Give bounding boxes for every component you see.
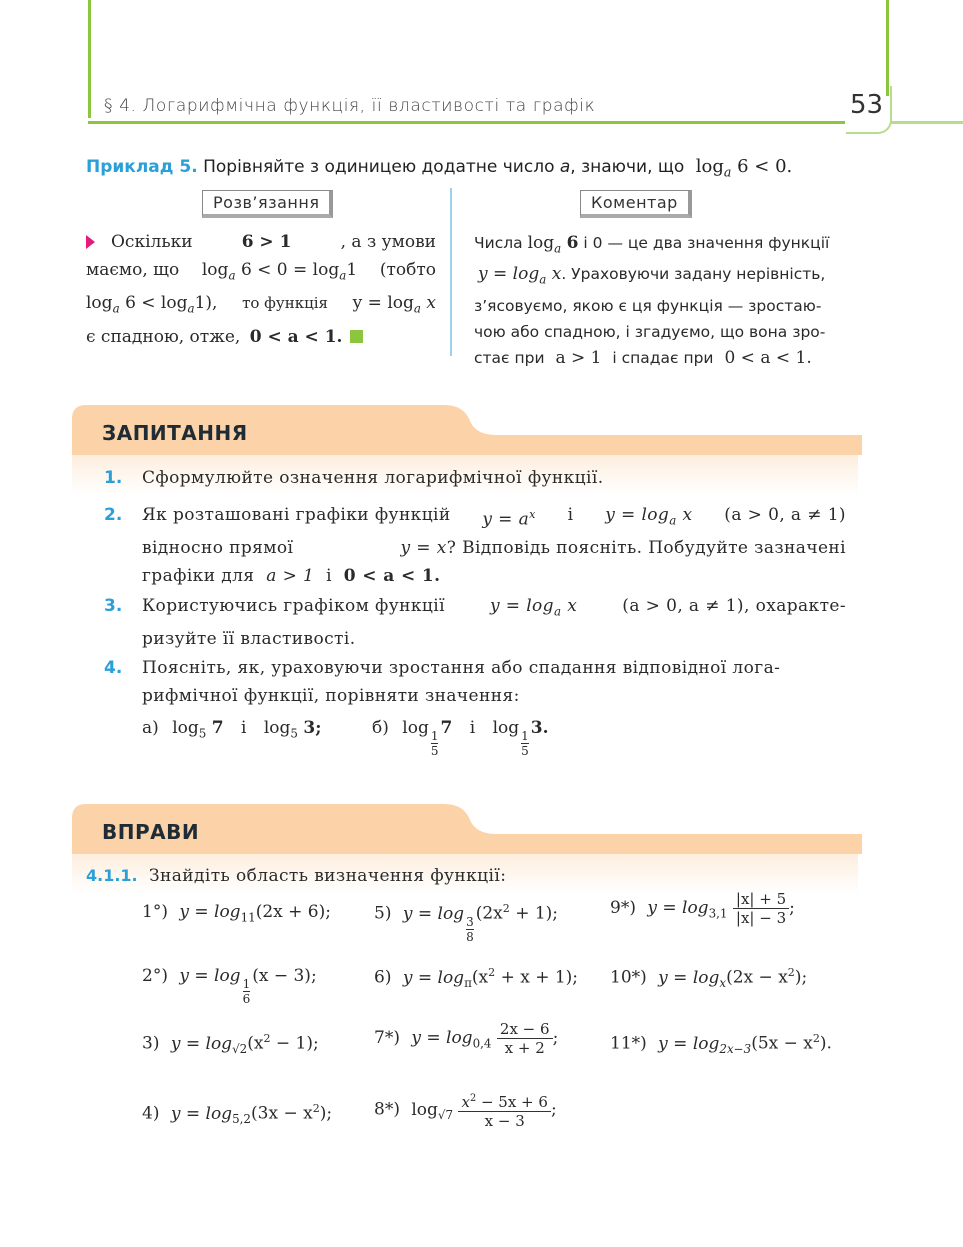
question-2-p: 0 < a < 1. [343,566,441,587]
play-arrow-icon [86,235,95,249]
commentary-l2-base: a [539,272,547,287]
ex2-label: 2°) [142,966,168,986]
ex3-arg2: − 1); [270,1033,319,1054]
question-2-j: y = x [400,538,447,559]
commentary-l5d: 0 < a < 1. [724,347,812,368]
ex8-num1: x [461,1093,470,1111]
ex6-arg2: + x + 1); [495,967,579,988]
exercises-title: ВПРАВИ [102,820,200,844]
ex8-num2: − 5x + 6 [476,1093,548,1111]
header-frame-tail [890,121,963,124]
solution-line1-a: Оскільки [111,232,193,252]
ex11-arg2: ). [819,1033,832,1054]
solution-line2-log: log [201,260,229,280]
sub-a-base1: 5 [198,726,207,741]
question-2-d: і [567,505,574,525]
exercise-4 [142,1102,332,1126]
solution-line3-log: log [86,293,113,314]
ex6-pre: y = log [402,967,465,988]
exercise-1 [142,902,331,924]
ex11-pre: y = log [658,1033,720,1054]
example-label: Приклад 5. [86,157,198,177]
ex6-exp: 2 [488,966,496,979]
question-4-b: рифмічної функції, порівняти значення: [142,686,520,706]
ex7-label: 7*) [374,1028,400,1048]
ex4-label: 4) [142,1103,160,1124]
ex4-arg2: ); [319,1103,333,1124]
exercise-6 [374,966,578,990]
ex10-base: x [719,976,727,991]
header-frame-left [88,0,91,118]
ex1-base: 11 [240,910,256,925]
solution-heading: Розв’язання [202,190,333,218]
ex8-pre: log [411,1099,438,1120]
question-2-a: Як розташовані графіки функцій [142,505,451,525]
commentary-l2d: . Ураховуючи задану нерівність, [561,265,826,284]
solution-line3-c: 6 < log [125,293,188,314]
ex9-base: 3,1 [708,906,728,921]
ex11-exp: 2 [812,1032,820,1045]
ex7-num: 2x − 6 [497,1020,553,1039]
question-2-l: графіки для [142,566,255,587]
commentary-l5c: і спадає при [612,348,714,367]
question-3-number: 3. [104,596,123,616]
ex9-pre: y = log [647,898,709,918]
header-frame-bottom [88,121,845,124]
question-3-a: Користуючись графіком функції [142,596,445,616]
commentary-heading: Коментар [580,190,692,218]
question-2-base: a [669,513,677,528]
sub-a-log1: log [172,718,199,738]
exercise-9 [610,890,795,927]
solution-line4-a: є спадною, отже, [86,326,241,347]
solution-line2-d: 6 < 0 = log [240,260,340,280]
solution-line3-base3: a [413,301,421,316]
ex5-label: 5) [374,903,392,924]
ex3-exp: 2 [263,1032,271,1045]
exercise-8 [374,1090,557,1130]
ex1-label: 1°) [142,902,168,922]
solution-line2-base: a [228,268,236,283]
question-3-base: a [553,604,562,619]
exercise-number: 4.1.1. [86,866,138,885]
ex4-base: 5,2 [232,1112,251,1127]
example-statement [86,156,792,180]
exercise-intro: Знайдіть область визначення функції: [149,866,507,886]
commentary-l1e: і 0 — це два значення функції [583,234,830,252]
question-2-m: a > 1 [266,566,315,587]
question-2-o: і [326,566,332,587]
exercise-2 [142,966,317,1006]
page-number: 53 [850,90,884,120]
question-3-x: x [567,596,578,616]
commentary-l1-log: log [527,233,555,253]
question-2-b: y = a [482,509,530,530]
sub-a-and: і [240,718,247,738]
ex10-pre: y = log [658,967,720,988]
question-2-h: (a > 0, a ≠ 1) [724,505,846,525]
example-condition: 6 < 0. [737,156,793,177]
ex5-arg2: + 1); [509,903,559,924]
solution-line2-f: 1 [346,260,358,280]
question-4-sub-a [142,718,321,740]
commentary-text [474,230,846,371]
exercise-11 [610,1032,832,1056]
sub-a-v1: 7 [211,718,224,738]
question-2-exp: x [529,508,536,521]
ex4-pre: y = log [170,1103,233,1124]
question-4-a: Поясніть, як, ураховуючи зростання або спадання відповідної лога- [142,658,781,678]
question-3-e: (a > 0, a ≠ 1), охаракте- [622,596,846,616]
question-2-i: відносно прямої [142,538,294,559]
ex9-post: ; [789,898,795,918]
end-of-proof-icon [350,330,363,343]
ex10-label: 10*) [610,967,647,988]
sub-b-num2: 1 [521,729,529,743]
sub-b-log2: log [492,718,520,738]
question-2-x: x [682,505,693,525]
solution-line2-base2: a [339,268,347,283]
solution-text [86,228,436,351]
ex4-exp: 2 [312,1102,320,1115]
commentary-l2-y: y = log [478,264,540,285]
ex5-arg1: (2x [475,903,503,924]
exercise-heading [86,866,506,886]
sub-a-log2: log [263,718,291,738]
sub-a-v2: 3; [303,718,322,738]
solution-line3-g: y = log [352,293,414,314]
ex11-base: 2x−3 [719,1042,752,1057]
solution-line2-a: маємо, що [86,260,180,280]
commentary-l1-base: a [554,241,562,256]
sub-b-den2: 5 [521,744,529,758]
exercise-7 [374,1020,558,1057]
exercise-5 [374,902,558,944]
ex8-den: x − 3 [484,1112,525,1130]
example-log: log [695,156,724,177]
ex2-den: 6 [242,992,251,1006]
solution-line3-base: a [112,301,120,316]
ex7-base: 0,4 [472,1036,492,1051]
solution-line3-e: 1), [194,293,218,314]
ex10-arg1: (2x − x [726,967,788,988]
question-4-number: 4. [104,658,123,678]
question-4-sub-b [372,718,549,758]
ex1-arg: (2x + 6); [255,902,331,922]
example-var: a [559,157,571,177]
ex11-arg1: (5x − x [751,1033,813,1054]
solution-line4-b: 0 < a < 1. [249,326,343,347]
ex8-post: ; [550,1099,557,1120]
solution-line1-b: 6 > 1 [241,232,292,252]
ex4-arg1: (3x − x [251,1103,313,1124]
question-3-f: ризуйте її властивості. [142,629,356,650]
commentary-l5a: стає при [474,348,545,367]
question-2-k: ? Відповідь поясніть. Побудуйте зазначені [446,538,846,559]
exercise-10 [610,966,807,990]
ex5-num: 3 [466,914,474,929]
ex3-label: 3) [142,1033,160,1054]
ex3-arg1: (x [247,1033,264,1054]
ex3-base: √2 [232,1042,248,1057]
ex9-num: |x| + 5 [733,890,789,909]
sub-b-num1: 1 [430,729,439,743]
ex5-den: 8 [466,929,474,944]
question-1-number: 1. [104,468,123,488]
ex6-arg1: (x [471,967,489,988]
ex7-post: ; [552,1028,559,1048]
header-frame-right [886,0,889,96]
sub-a-label: а) [142,718,159,738]
ex6-base: π [464,976,472,991]
ex7-pre: y = log [411,1028,473,1048]
ex5-pre: y = log [402,903,465,924]
sub-b-and: і [469,718,476,738]
sub-b-v1: 7 [440,718,453,738]
exercise-3 [142,1032,319,1056]
question-2-number: 2. [104,505,123,525]
ex10-arg2: ); [794,967,808,988]
sub-b-label: б) [372,718,389,738]
questions-title: ЗАПИТАННЯ [102,421,248,445]
question-3-b: y = log [489,596,554,616]
commentary-l2-x: x [551,264,562,285]
ex8-label: 8*) [374,1099,400,1120]
ex10-exp: 2 [787,966,795,979]
question-1-text: Сформулюйте означення логарифмічної функції. [142,468,604,488]
solution-line1-c: , а з умови [340,232,436,252]
ex5-exp: 2 [502,902,510,915]
commentary-l1-val: 6 [566,233,579,253]
sub-b-den1: 5 [430,744,439,758]
commentary-l5b: a > 1 [555,347,602,368]
ex7-den: x + 2 [504,1039,545,1057]
ex2-arg: (x − 3); [252,966,317,986]
ex2-pre: y = log [179,966,241,986]
commentary-l4: чою або спадною, і згадуємо, що вона зро- [474,322,826,341]
ex1-pre: y = log [179,902,241,922]
example-log-base: a [723,164,732,180]
sub-b-v2: 3. [530,718,549,738]
commentary-l3: з’ясовуємо, якою є ця функція — зростаю- [474,296,822,315]
ex6-label: 6) [374,967,392,988]
sub-b-log1: log [402,718,429,738]
column-divider [450,188,452,356]
ex8-base: √7 [437,1107,454,1122]
solution-line3-x: x [426,293,436,314]
solution-line2-g: (тобто [379,260,436,280]
chapter-title: § 4. Логарифмічна функція, її властивості та графік [104,96,596,116]
ex9-den: |x| − 3 [735,909,787,927]
example-text2: , знаючи, що [570,157,685,177]
sub-a-base2: 5 [290,726,298,741]
ex8-exp: 2 [469,1093,477,1104]
ex9-label: 9*) [610,898,636,918]
ex3-pre: y = log [170,1033,233,1054]
ex11-label: 11*) [610,1033,647,1054]
question-2-e: y = log [605,505,670,525]
solution-line3-f: то функція [242,294,329,313]
commentary-l1a: Числа [474,234,523,252]
example-text: Порівняйте з одиницею додатне число [203,157,555,177]
ex2-num: 1 [242,977,251,991]
solution-line3-base2: a [187,301,195,316]
